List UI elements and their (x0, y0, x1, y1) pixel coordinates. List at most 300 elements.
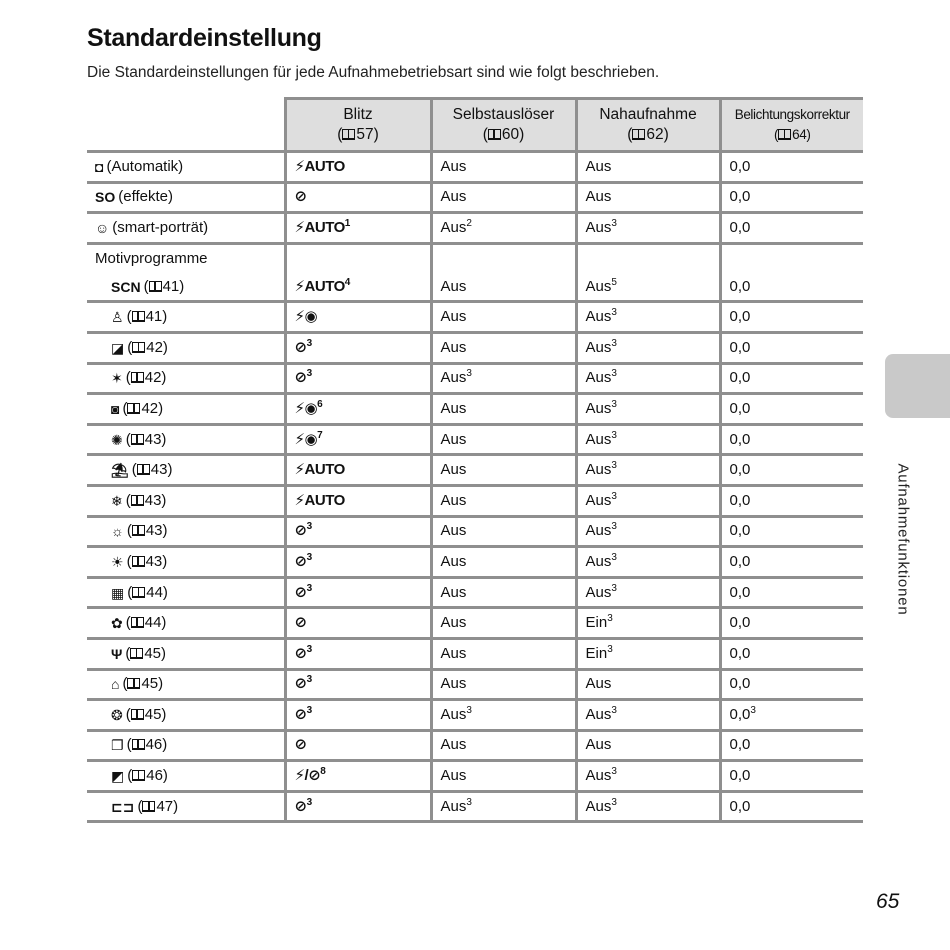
nahaufnahme-cell-value: Aus (585, 188, 612, 206)
table-row (87, 761, 863, 792)
blitz-cell (285, 152, 431, 183)
blitz-cell-footnote: 3 (306, 704, 312, 716)
book-icon (130, 648, 143, 659)
nahaufnahme-cell-value: Aus (585, 338, 612, 356)
mode-label: (effekte) (118, 188, 173, 206)
belichtungskorrektur-cell (720, 213, 863, 244)
belichtungskorrektur-cell (720, 730, 863, 761)
scene-mode-cell: ✺ ( 43) (87, 424, 285, 455)
nahaufnahme-cell-footnote: 3 (611, 429, 617, 441)
nahaufnahme-cell (576, 547, 720, 578)
selbstausloeser-cell-value: Aus (440, 675, 467, 693)
blitz-cell-value: ⊘ (294, 583, 307, 601)
belichtungskorrektur-cell (720, 516, 863, 547)
belichtungskorrektur-cell-value: 0,0 (729, 797, 751, 815)
belichtungskorrektur-cell-value: 0,0 (729, 338, 751, 356)
blitz-cell-footnote: 3 (306, 368, 312, 380)
belichtungskorrektur-cell (720, 332, 863, 363)
belichtungskorrektur-cell-value: 0,0 (729, 552, 751, 570)
scene-mode-cell: ✿ ( 44) (87, 608, 285, 639)
blitz-cell-footnote: 6 (317, 398, 323, 410)
belichtungskorrektur-cell-value: 0,0 (729, 614, 751, 632)
scene-auto-selector-icon: SCN (111, 278, 141, 295)
nahaufnahme-cell-footnote: 3 (607, 643, 613, 655)
blitz-cell (285, 363, 431, 394)
scene-mode-cell: ⊏⊐ ( 47) (87, 791, 285, 822)
page-reference: 47 (156, 797, 174, 815)
page-reference: 43 (144, 430, 162, 448)
nahaufnahme-cell (576, 730, 720, 761)
selbstausloeser-cell-footnote: 3 (466, 368, 472, 380)
selbstausloeser-cell-value: Aus (440, 218, 467, 236)
book-icon (142, 801, 155, 812)
nahaufnahme-cell-value: Aus (585, 399, 612, 417)
nahaufnahme-cell-value: Aus (585, 461, 612, 479)
nahaufnahme-cell (576, 332, 720, 363)
camera-icon: ◘ (95, 158, 104, 175)
nahaufnahme-cell (576, 669, 720, 700)
selbstausloeser-cell (431, 485, 576, 516)
blitz-cell-footnote: 3 (306, 337, 312, 349)
table-row (87, 152, 863, 183)
nahaufnahme-cell-value: Aus (585, 491, 612, 509)
page-reference: 46 (146, 767, 163, 785)
book-icon (137, 464, 150, 475)
scene-mode-cell: ⌂ ( 45) (87, 669, 285, 700)
belichtungskorrektur-cell-value: 0,0 (729, 522, 751, 540)
nahaufnahme-cell-value: Aus (585, 218, 612, 236)
belichtungskorrektur-cell-value: 0,0 (729, 644, 751, 662)
table-row (87, 547, 863, 578)
book-icon (149, 281, 162, 292)
page-reference: 41 (145, 308, 163, 326)
blitz-cell-value: ⚡AUTO (294, 157, 345, 175)
selbstausloeser-cell-value: Aus (440, 552, 467, 570)
header-selbstausloeser: Selbstauslöser ( 60) (431, 99, 576, 152)
selbstausloeser-cell (431, 669, 576, 700)
blitz-cell (285, 669, 431, 700)
museum-icon: ⌂ (111, 676, 120, 693)
belichtungskorrektur-cell (720, 638, 863, 669)
selbstausloeser-cell (431, 791, 576, 822)
blitz-cell-footnote: 3 (306, 796, 312, 808)
nahaufnahme-cell (576, 577, 720, 608)
selbstausloeser-cell-value: Aus (440, 461, 467, 479)
belichtungskorrektur-cell (720, 608, 863, 639)
nahaufnahme-cell (576, 273, 720, 302)
nahaufnahme-cell (576, 182, 720, 213)
belichtungskorrektur-cell (720, 273, 863, 302)
blitz-cell (285, 700, 431, 731)
fireworks-icon: ❂ (111, 706, 123, 723)
belichtungskorrektur-cell (720, 394, 863, 425)
book-icon (132, 770, 145, 781)
blitz-cell-footnote: 3 (306, 674, 312, 686)
nahaufnahme-cell-footnote: 3 (611, 337, 617, 349)
table-body (87, 152, 863, 822)
empty-cell (720, 243, 863, 273)
book-icon (778, 129, 791, 140)
belichtungskorrektur-cell (720, 424, 863, 455)
page-reference: 42 (144, 369, 162, 387)
blitz-cell-value: ⚡AUTO (294, 491, 345, 509)
selbstausloeser-cell (431, 608, 576, 639)
scene-mode-cell: ◩ ( 46) (87, 761, 285, 792)
blitz-cell-value: ⚡AUTO (294, 277, 345, 295)
party-indoor-icon: ✺ (111, 431, 123, 448)
selbstausloeser-cell-value: Aus (440, 797, 467, 815)
table-row (87, 182, 863, 213)
selbstausloeser-cell (431, 424, 576, 455)
selbstausloeser-cell (431, 182, 576, 213)
nahaufnahme-cell-footnote: 3 (611, 521, 617, 533)
backlighting-icon: ◩ (111, 768, 125, 785)
mode-label: (smart-porträt) (112, 218, 209, 236)
page-reference: 42 (141, 399, 159, 417)
night-landscape-icon: ▦ (111, 584, 125, 601)
blitz-cell-value: ⊘ (294, 614, 307, 632)
belichtungskorrektur-cell-value: 0,0 (729, 188, 751, 206)
blitz-cell (285, 638, 431, 669)
selbstausloeser-cell-value: Aus (440, 277, 467, 295)
belichtungskorrektur-cell (720, 791, 863, 822)
dusk-dawn-icon: ☀ (111, 553, 124, 570)
blitz-cell (285, 273, 431, 302)
empty-cell (285, 243, 431, 273)
belichtungskorrektur-cell-value: 0,0 (729, 218, 751, 236)
selbstausloeser-cell (431, 455, 576, 486)
blitz-cell-footnote: 7 (317, 429, 323, 441)
book-icon (132, 587, 145, 598)
nahaufnahme-cell (576, 485, 720, 516)
blitz-cell (285, 791, 431, 822)
selbstausloeser-cell (431, 302, 576, 333)
motiv-heading-row (87, 243, 863, 273)
nahaufnahme-cell-footnote: 3 (611, 796, 617, 808)
nahaufnahme-cell-value: Aus (585, 277, 612, 295)
nahaufnahme-cell (576, 516, 720, 547)
selbstausloeser-cell-value: Aus (440, 705, 467, 723)
nahaufnahme-cell-value: Aus (585, 430, 612, 448)
page-reference: 44 (144, 614, 162, 632)
blitz-cell (285, 394, 431, 425)
nahaufnahme-cell (576, 700, 720, 731)
belichtungskorrektur-cell-value: 0,0 (729, 491, 751, 509)
blitz-cell-value: ⊘ (294, 736, 307, 754)
blitz-cell-value: ⚡AUTO (294, 218, 345, 236)
nahaufnahme-cell-value: Aus (585, 552, 612, 570)
nahaufnahme-cell-footnote: 5 (611, 276, 617, 288)
motiv-heading: Motivprogramme (95, 249, 208, 267)
selbstausloeser-cell (431, 730, 576, 761)
blitz-cell-value: ⚡AUTO (294, 461, 345, 479)
selbstausloeser-cell-footnote: 3 (466, 704, 472, 716)
table-header-row (87, 99, 863, 152)
selbstausloeser-cell-value: Aus (440, 430, 467, 448)
scene-mode-cell: ◪ ( 42) (87, 332, 285, 363)
page-reference: 41 (162, 277, 180, 295)
chapter-label: Aufnahmefunktionen (894, 463, 912, 616)
nahaufnahme-cell (576, 791, 720, 822)
selbstausloeser-cell (431, 273, 576, 302)
snow-icon: ❄ (111, 492, 123, 509)
book-icon (131, 709, 144, 720)
nahaufnahme-cell (576, 152, 720, 183)
belichtungskorrektur-cell-footnote: 3 (750, 704, 756, 716)
book-icon (632, 129, 645, 140)
book-icon (127, 403, 140, 414)
book-icon (131, 617, 144, 628)
nahaufnahme-cell-footnote: 3 (611, 460, 617, 472)
page-reference: 44 (146, 583, 163, 601)
blitz-cell-footnote: 3 (306, 582, 312, 594)
blitz-cell-value: ⚡◉ (294, 399, 318, 417)
selbstausloeser-cell-value: Aus (440, 583, 467, 601)
blitz-cell-value: ⊘ (294, 797, 307, 815)
selbstausloeser-cell (431, 394, 576, 425)
page-reference: 43 (150, 461, 168, 479)
table-row (87, 273, 863, 302)
header-blitz: Blitz ( 57) (285, 99, 431, 152)
blitz-cell-value: ⊘ (294, 644, 307, 662)
close-up-icon: ✿ (111, 615, 123, 632)
table-row (87, 363, 863, 394)
nahaufnahme-cell-value: Aus (585, 705, 612, 723)
blitz-cell-value: ⊘ (294, 675, 307, 693)
nahaufnahme-cell-value: Ein (585, 644, 608, 662)
book-icon (132, 311, 145, 322)
page-reference: 45 (141, 675, 159, 693)
selbstausloeser-cell-value: Aus (440, 188, 467, 206)
book-icon (342, 129, 355, 140)
black-and-white-copy-icon: ❐ (111, 737, 124, 754)
belichtungskorrektur-cell (720, 455, 863, 486)
default-settings-table (87, 97, 863, 823)
table-row (87, 577, 863, 608)
book-icon (132, 525, 145, 536)
nahaufnahme-cell-footnote: 3 (611, 490, 617, 502)
page-title: Standardeinstellung (87, 24, 322, 52)
table-row (87, 730, 863, 761)
scene-mode-cell: ⛱ ( 43) (87, 455, 285, 486)
nahaufnahme-cell-value: Aus (585, 736, 612, 754)
smart-portrait-icon: ☺ (95, 219, 110, 236)
nahaufnahme-cell-value: Aus (585, 767, 612, 785)
selbstausloeser-cell-value: Aus (440, 522, 467, 540)
scene-mode-cell: ✶ ( 42) (87, 363, 285, 394)
table-row (87, 455, 863, 486)
belichtungskorrektur-cell-value: 0,0 (729, 369, 751, 387)
belichtungskorrektur-cell-value: 0,0 (729, 461, 751, 479)
nahaufnahme-cell-footnote: 3 (611, 368, 617, 380)
belichtungskorrektur-cell (720, 363, 863, 394)
table-row (87, 516, 863, 547)
scene-mode-cell: ☀ ( 43) (87, 547, 285, 578)
blitz-cell-value: ⚡/⊘ (294, 767, 321, 785)
nahaufnahme-cell (576, 638, 720, 669)
intro-text: Die Standardeinstellungen für jede Aufnahmebetriebsart sind wie folgt beschrieben. (87, 64, 660, 81)
book-icon (132, 739, 145, 750)
scene-mode-cell: Ψ ( 45) (87, 638, 285, 669)
selbstausloeser-cell-value: Aus (440, 491, 467, 509)
selbstausloeser-cell-value: Aus (440, 308, 467, 326)
page-number: 65 (876, 890, 900, 913)
blitz-cell-value: ⚡◉ (294, 430, 318, 448)
belichtungskorrektur-cell-value: 0,0 (729, 675, 751, 693)
blitz-cell-value: ⊘ (294, 369, 307, 387)
book-icon (131, 495, 144, 506)
portrait-icon: ♙ (111, 309, 124, 326)
blitz-cell-footnote: 8 (320, 766, 326, 778)
table-row (87, 213, 863, 244)
sunset-icon: ☼ (111, 523, 124, 540)
selbstausloeser-cell-footnote: 3 (466, 796, 472, 808)
blitz-cell-value: ⊘ (294, 522, 307, 540)
blitz-cell-value: ⚡◉ (294, 308, 318, 326)
empty-cell (576, 243, 720, 273)
selbstausloeser-cell (431, 700, 576, 731)
blitz-cell (285, 547, 431, 578)
blitz-cell-footnote: 3 (306, 521, 312, 533)
nahaufnahme-cell-value: Aus (585, 675, 612, 693)
belichtungskorrektur-cell (720, 761, 863, 792)
blitz-cell-footnote: 4 (344, 276, 350, 288)
nahaufnahme-cell-footnote: 3 (611, 704, 617, 716)
page-reference: 46 (145, 736, 163, 754)
book-icon (132, 556, 145, 567)
book-icon (131, 434, 144, 445)
blitz-cell (285, 608, 431, 639)
belichtungskorrektur-cell (720, 577, 863, 608)
table-row (87, 302, 863, 333)
selbstausloeser-cell (431, 577, 576, 608)
empty-cell (431, 243, 576, 273)
selbstausloeser-cell (431, 213, 576, 244)
belichtungskorrektur-cell (720, 182, 863, 213)
header-belichtungskorrektur: Belichtungskorrektur ( 64) (720, 99, 863, 152)
selbstausloeser-cell (431, 363, 576, 394)
nahaufnahme-cell-footnote: 3 (611, 217, 617, 229)
selbstausloeser-cell (431, 152, 576, 183)
scene-mode-cell: ❐ ( 46) (87, 730, 285, 761)
page-reference: 45 (144, 644, 162, 662)
page-reference: 43 (145, 552, 163, 570)
selbstausloeser-cell (431, 761, 576, 792)
nahaufnahme-cell (576, 761, 720, 792)
nahaufnahme-cell (576, 213, 720, 244)
night-portrait-icon: ◙ (111, 400, 120, 417)
blitz-cell (285, 455, 431, 486)
scene-mode-cell: ☼ ( 43) (87, 516, 285, 547)
table-row (87, 608, 863, 639)
nahaufnahme-cell (576, 394, 720, 425)
header-blank-cell (87, 99, 285, 152)
table-row (87, 700, 863, 731)
scene-mode-cell: ◙ ( 42) (87, 394, 285, 425)
selbstausloeser-cell-value: Aus (440, 157, 467, 175)
mode-cell (87, 182, 285, 213)
belichtungskorrektur-cell-value: 0,0 (729, 583, 751, 601)
selbstausloeser-cell-footnote: 2 (466, 217, 472, 229)
panorama-assist-icon: ⊏⊐ (111, 798, 135, 815)
blitz-cell-value: ⊘ (294, 338, 307, 356)
scene-mode-cell: SCN ( 41) (87, 273, 285, 302)
blitz-cell (285, 182, 431, 213)
book-icon (127, 678, 140, 689)
belichtungskorrektur-cell-value: 0,0 (729, 736, 751, 754)
belichtungskorrektur-cell (720, 485, 863, 516)
nahaufnahme-cell-footnote: 3 (611, 307, 617, 319)
scene-mode-cell: ▦ ( 44) (87, 577, 285, 608)
belichtungskorrektur-cell-value: 0,0 (729, 430, 751, 448)
nahaufnahme-cell (576, 455, 720, 486)
nahaufnahme-cell (576, 302, 720, 333)
nahaufnahme-cell-value: Aus (585, 797, 612, 815)
blitz-cell (285, 761, 431, 792)
food-icon: Ψ (111, 645, 123, 662)
selbstausloeser-cell-value: Aus (440, 736, 467, 754)
nahaufnahme-cell-footnote: 3 (611, 582, 617, 594)
scene-mode-cell: ❂ ( 45) (87, 700, 285, 731)
belichtungskorrektur-cell-value: 0,0 (729, 767, 751, 785)
nahaufnahme-cell-footnote: 3 (607, 613, 613, 625)
nahaufnahme-cell-value: Aus (585, 157, 612, 175)
nahaufnahme-cell-value: Aus (585, 583, 612, 601)
selbstausloeser-cell (431, 516, 576, 547)
blitz-cell-value: ⊘ (294, 705, 307, 723)
selbstausloeser-cell-value: Aus (440, 338, 467, 356)
selbstausloeser-cell (431, 547, 576, 578)
book-icon (488, 129, 501, 140)
belichtungskorrektur-cell (720, 700, 863, 731)
selbstausloeser-cell (431, 332, 576, 363)
belichtungskorrektur-cell (720, 669, 863, 700)
header-nahaufnahme: Nahaufnahme ( 62) (576, 99, 720, 152)
selbstausloeser-cell-value: Aus (440, 767, 467, 785)
blitz-cell-value: ⊘ (294, 552, 307, 570)
belichtungskorrektur-cell (720, 547, 863, 578)
nahaufnahme-cell-value: Aus (585, 308, 612, 326)
page-reference: 45 (144, 705, 162, 723)
blitz-cell (285, 213, 431, 244)
blitz-cell (285, 332, 431, 363)
blitz-cell-footnote: 1 (344, 217, 350, 229)
selbstausloeser-cell-value: Aus (440, 399, 467, 417)
blitz-cell (285, 577, 431, 608)
selbstausloeser-cell-value: Aus (440, 369, 467, 387)
scene-mode-cell: ♙ ( 41) (87, 302, 285, 333)
nahaufnahme-cell-value: Aus (585, 522, 612, 540)
blitz-cell (285, 730, 431, 761)
blitz-cell (285, 424, 431, 455)
table-row (87, 791, 863, 822)
blitz-cell-footnote: 3 (306, 643, 312, 655)
beach-icon: ⛱ (111, 462, 129, 479)
belichtungskorrektur-cell-value: 0,0 (729, 705, 751, 723)
nahaufnahme-cell-footnote: 3 (611, 551, 617, 563)
belichtungskorrektur-cell (720, 302, 863, 333)
selbstausloeser-cell-value: Aus (440, 644, 467, 662)
special-effects-icon: SO (95, 189, 116, 206)
page-reference: 43 (144, 491, 162, 509)
page-reference: 43 (145, 522, 163, 540)
mode-cell (87, 213, 285, 244)
blitz-cell (285, 302, 431, 333)
mode-cell (87, 152, 285, 183)
nahaufnahme-cell-value: Ein (585, 614, 608, 632)
table-row (87, 332, 863, 363)
sports-icon: ✶ (111, 370, 123, 387)
